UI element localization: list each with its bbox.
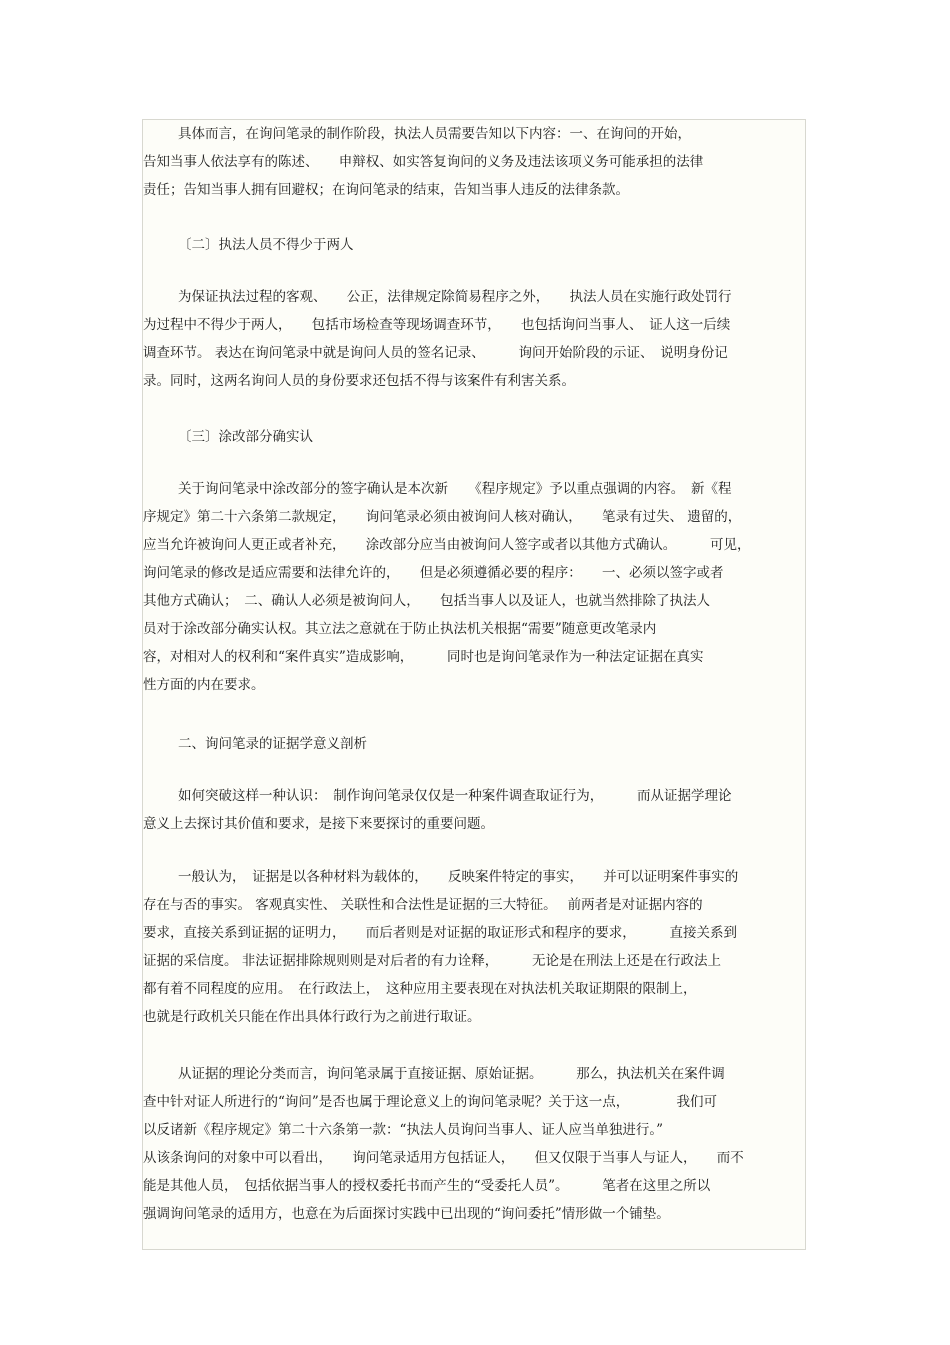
section-heading-2: 〔二〕执法人员不得少于两人 bbox=[178, 237, 354, 253]
text-line: 要求，直接关系到证据的证明力， 而后者则是对证据的取证形式和程序的要求， 直接关系到 bbox=[143, 925, 737, 941]
text-line: 员对于涂改部分确实认权。其立法之意就在于防止执法机关根据“需要”随意更改笔录内 bbox=[143, 621, 657, 637]
text-line: 为过程中不得少于两人， 包括市场检查等现场调查环节， 也包括询问当事人、 证人这一后续 bbox=[143, 317, 731, 333]
text-line: 也就是行政机关只能在作出具体行政行为之前进行取证。 bbox=[143, 1009, 481, 1025]
paragraph-alterations bbox=[143, 475, 751, 699]
text-line: 序规定》第二十六条第二款规定， 询问笔录必须由被询问人核对确认， 笔录有过失、 遗留的， bbox=[143, 509, 742, 525]
text-line: 为保证执法过程的客观、 公正，法律规定除简易程序之外， 执法人员在实施行政处罚行 bbox=[178, 289, 732, 305]
text-line: 具体而言，在询问笔录的制作阶段，执法人员需要告知以下内容：一、在询问的开始， bbox=[178, 126, 691, 142]
text-line: 以反诸新《程序规定》第二十六条第一款：“执法人员询问当事人、证人应当单独进行。” bbox=[143, 1122, 664, 1138]
text-line: 一般认为， 证据是以各种材料为载体的， 反映案件特定的事实， 并可以证明案件事实的 bbox=[178, 869, 739, 885]
text-line: 强调询问笔录的适用方，也意在为后面探讨实践中已出现的“询问委托”情形做一个铺垫。 bbox=[143, 1206, 670, 1222]
text-line: 从证据的理论分类而言，询问笔录属于直接证据、原始证据。 那么，执法机关在案件调 bbox=[178, 1066, 725, 1082]
paragraph-classification bbox=[143, 1060, 744, 1228]
paragraph-notification bbox=[143, 120, 703, 204]
text-line: 如何突破这样一种认识： 制作询问笔录仅仅是一种案件调查取证行为， 而从证据学理论 bbox=[178, 788, 732, 804]
text-line: 意义上去探讨其价值和要求，是接下来要探讨的重要问题。 bbox=[143, 816, 494, 832]
text-line: 关于询问笔录中涂改部分的签字确认是本次新 《程序规定》予以重点强调的内容。 新《程 bbox=[178, 481, 732, 497]
text-line: 都有着不同程度的应用。 在行政法上， 这种应用主要表现在对执法机关取证期限的限制上， bbox=[143, 981, 697, 997]
paragraph-breakthrough bbox=[143, 782, 732, 838]
paragraph-two-officers bbox=[143, 283, 732, 395]
text-line: 性方面的内在要求。 bbox=[143, 677, 265, 693]
text-line: 查中针对证人所进行的“询问”是否也属于理论意义上的询问笔录呢？关于这一点， 我们可 bbox=[143, 1094, 718, 1110]
text-line: 存在与否的事实。 客观真实性、 关联性和合法性是证据的三大特征。 前两者是对证据内容的 bbox=[143, 897, 703, 913]
text-line: 询问笔录的修改是适应需要和法律允许的， 但是必须遵循必要的程序： 一、必须以签字或者 bbox=[143, 565, 724, 581]
text-line: 告知当事人依法享有的陈述、 申辩权、如实答复询问的义务及违法该项义务可能承担的法律 bbox=[143, 154, 704, 170]
section-heading-evidence: 二、询问笔录的证据学意义剖析 bbox=[178, 736, 367, 752]
text-line: 其他方式确认； 二、确认人必须是被询问人， 包括当事人以及证人，也就当然排除了执法人 bbox=[143, 593, 710, 609]
text-line: 应当允许被询问人更正或者补充， 涂改部分应当由被询问人签字或者以其他方式确认。 可见， bbox=[143, 537, 751, 553]
text-line: 调查环节。 表达在询问笔录中就是询问人员的签名记录、 询问开始阶段的示证、 说明身份记 bbox=[143, 345, 728, 361]
text-line: 能是其他人员， 包括依据当事人的授权委托书而产生的“受委托人员”。 笔者在这里之所以 bbox=[143, 1178, 711, 1194]
text-line: 证据的采信度。 非法证据排除规则则是对后者的有力诠释， 无论是在刑法上还是在行政法上 bbox=[143, 953, 722, 969]
section-heading-3: 〔三〕涂改部分确实认 bbox=[178, 429, 313, 445]
paragraph-evidence-features bbox=[143, 863, 738, 1031]
text-line: 从该条询问的对象中可以看出， 询问笔录适用方包括证人， 但又仅限于当事人与证人， 而不 bbox=[143, 1150, 744, 1166]
text-line: 容，对相对人的权利和“案件真实”造成影响， 同时也是询问笔录作为一种法定证据在真实 bbox=[143, 649, 704, 665]
text-line: 责任；告知当事人拥有回避权；在询问笔录的结束，告知当事人违反的法律条款。 bbox=[143, 182, 629, 198]
text-line: 录。同时，这两名询问人员的身份要求还包括不得与该案件有利害关系。 bbox=[143, 373, 575, 389]
